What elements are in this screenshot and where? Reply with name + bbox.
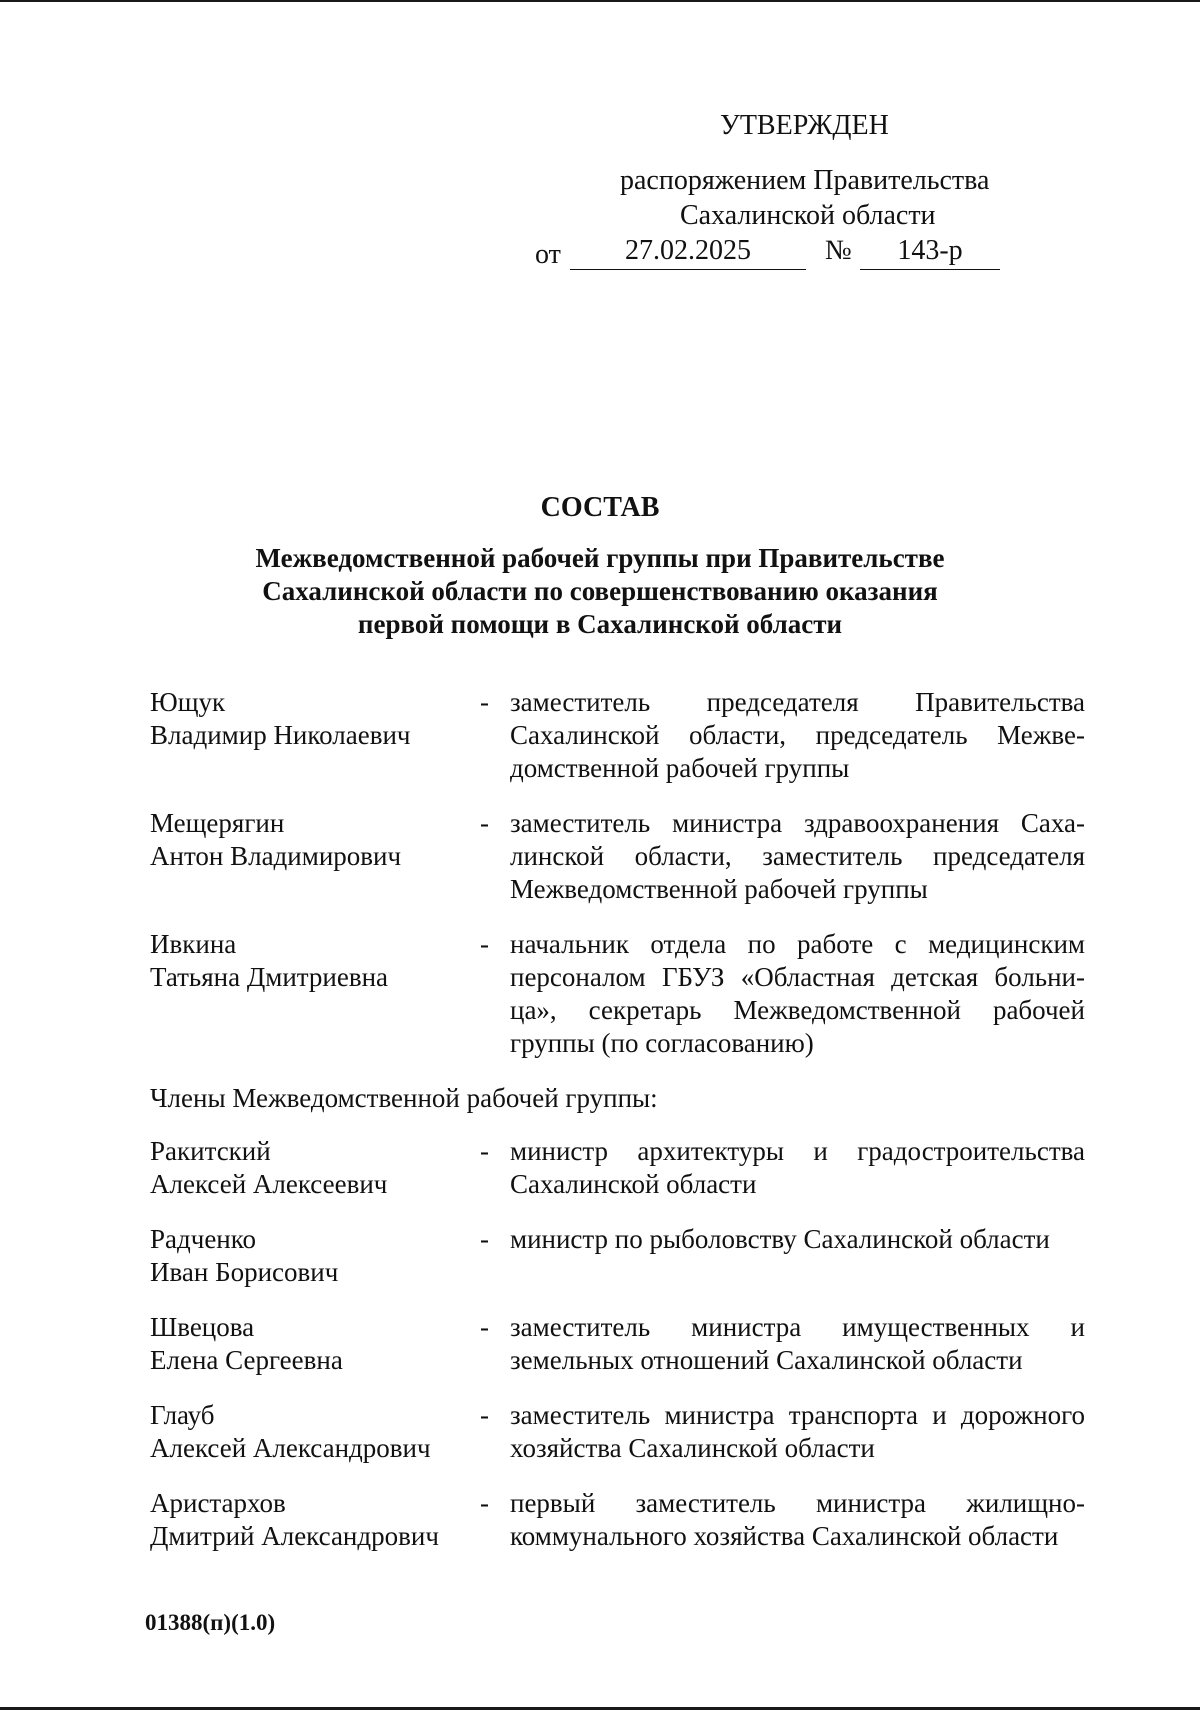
member-dash: - bbox=[480, 929, 489, 959]
member-name bbox=[150, 1487, 480, 1553]
member-position: первый заместитель министра жилищно-коммунального хозяйства Сахалинской области bbox=[510, 1488, 1085, 1551]
member-given-names: Антон Владимирович bbox=[150, 841, 402, 871]
member-entry bbox=[150, 1311, 1106, 1377]
member-position: начальник отдела по работе с медицинским персоналом ГБУЗ «Областная детская больни-ца», секретарь Межведомственной рабочей группы (по согласованию) bbox=[510, 929, 1085, 1058]
number-sign: № bbox=[825, 235, 852, 266]
member-surname: Мещерягин bbox=[150, 808, 285, 838]
member-surname: Ющук bbox=[150, 687, 226, 717]
member-given-names: Татьяна Дмитриевна bbox=[150, 962, 389, 992]
document-subtitle bbox=[200, 542, 1000, 641]
member-name bbox=[150, 686, 480, 785]
member-name bbox=[150, 1135, 480, 1201]
member-position: заместитель председателя Правительства Сахалинской области, председатель Межве-домственной рабочей группы bbox=[510, 687, 1085, 783]
member-surname: Ивкина bbox=[150, 929, 237, 959]
member-surname: Ракитский bbox=[150, 1136, 271, 1166]
approval-line-2: Сахалинской области bbox=[680, 200, 936, 231]
member-given-names: Алексей Александрович bbox=[150, 1433, 431, 1463]
subtitle-line: Межведомственной рабочей группы при Правительстве bbox=[255, 543, 945, 573]
member-entry bbox=[150, 1135, 1106, 1201]
member-entry bbox=[150, 1399, 1106, 1465]
member-given-names: Дмитрий Александрович bbox=[150, 1521, 439, 1551]
approval-date-row bbox=[520, 233, 1080, 273]
document-code: 01388(п)(1.0) bbox=[145, 1610, 276, 1635]
member-surname: Швецова bbox=[150, 1312, 255, 1342]
approval-line-1: распоряжением Правительства bbox=[620, 165, 990, 196]
scan-edge-top bbox=[0, 0, 1200, 2]
subtitle-line: первой помощи в Сахалинской области bbox=[357, 609, 843, 639]
member-name bbox=[150, 1311, 480, 1377]
member-given-names: Владимир Николаевич bbox=[150, 720, 411, 750]
member-dash: - bbox=[480, 1136, 489, 1166]
member-name bbox=[150, 928, 480, 1060]
member-given-names: Елена Сергеевна bbox=[150, 1345, 343, 1375]
members-heading: Члены Межведомственной рабочей группы: bbox=[150, 1083, 658, 1113]
approval-title: УТВЕРЖДЕН bbox=[720, 110, 889, 141]
member-position: заместитель министра здравоохранения Саха-линской области, заместитель председателя Межведомственной рабочей группы bbox=[510, 808, 1085, 904]
member-surname: Радченко bbox=[150, 1224, 256, 1254]
subtitle-line: Сахалинской области по совершенствованию оказания bbox=[262, 576, 938, 606]
member-position: министр по рыболовству Сахалинской области bbox=[510, 1224, 1050, 1254]
scan-edge-bottom bbox=[0, 1707, 1200, 1710]
member-dash: - bbox=[480, 1312, 489, 1342]
member-name bbox=[150, 807, 480, 906]
date-prefix: от bbox=[535, 239, 561, 270]
document-title: СОСТАВ bbox=[540, 492, 660, 523]
member-entry bbox=[150, 1487, 1106, 1553]
member-name bbox=[150, 1399, 480, 1465]
member-entry bbox=[150, 1223, 1106, 1289]
approval-number: 143-р bbox=[860, 233, 1000, 270]
member-surname: Аристархов bbox=[150, 1488, 286, 1518]
roster bbox=[150, 686, 1106, 1575]
member-position: министр архитектуры и градостроительства Сахалинской области bbox=[510, 1136, 1085, 1199]
member-dash: - bbox=[480, 687, 489, 717]
leader-entry bbox=[150, 928, 1106, 1060]
member-given-names: Алексей Алексеевич bbox=[150, 1169, 388, 1199]
leader-entry bbox=[150, 807, 1106, 906]
member-name bbox=[150, 1223, 480, 1289]
approval-date: 27.02.2025 bbox=[570, 233, 806, 270]
member-position: заместитель министра имущественных и земельных отношений Сахалинской области bbox=[510, 1312, 1085, 1375]
member-position: заместитель министра транспорта и дорожного хозяйства Сахалинской области bbox=[510, 1400, 1085, 1463]
member-dash: - bbox=[480, 808, 489, 838]
leader-entry bbox=[150, 686, 1106, 785]
member-given-names: Иван Борисович bbox=[150, 1257, 339, 1287]
member-dash: - bbox=[480, 1224, 489, 1254]
member-dash: - bbox=[480, 1488, 489, 1518]
member-surname: Глауб bbox=[150, 1400, 215, 1430]
member-dash: - bbox=[480, 1400, 489, 1430]
